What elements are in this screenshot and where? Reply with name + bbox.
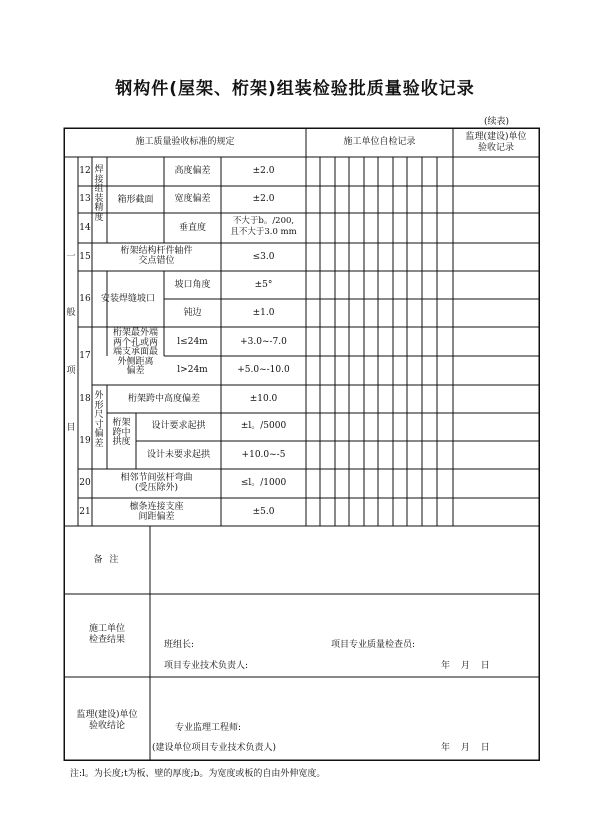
item-camber-label (107, 419, 136, 448)
group-shape-label (93, 392, 105, 449)
value-blunt-edge: ±1.0 (252, 308, 275, 318)
item-purlin-support: 间距偏差 (138, 512, 175, 522)
category-char: 一 (66, 252, 76, 262)
row-number: 12 (79, 166, 91, 176)
category-char: 般 (66, 308, 76, 318)
group-shape-text: 外形尺寸偏差 (94, 391, 104, 449)
row-number: 18 (79, 394, 91, 404)
item-axis-offset: 交点错位 (138, 256, 175, 266)
sub-blunt-edge: 钝边 (183, 308, 202, 318)
value-width: ±2.0 (252, 194, 275, 204)
item-end-distance: 偏差 (126, 366, 145, 376)
group-weld-label (93, 166, 105, 223)
row-number: 13 (79, 194, 91, 204)
sub-height: 高度偏差 (174, 166, 211, 176)
sub-camber-not-required: 设计未要求起拱 (146, 450, 210, 460)
row-number: 15 (79, 252, 91, 262)
row-number: 21 (79, 507, 91, 517)
page-title: 钢构件(屋架、桁架)组装检验批质量验收记录 (115, 79, 475, 99)
footnote: 注:l。为长度;t为板、壁的厚度;b。为宽度或板的自由外伸宽度。 (70, 769, 326, 779)
value-vertical: 不大于b。/200, (232, 216, 295, 226)
sub-width: 宽度偏差 (174, 194, 211, 204)
sub-vertical: 垂直度 (178, 223, 206, 233)
item-end-distance: 桁架最外端 (112, 328, 158, 338)
sub-camber-required: 设计要求起拱 (151, 421, 206, 431)
remarks-label: 备 注 (93, 555, 121, 565)
header-supervision-1: 监理(建设)单位 (465, 132, 527, 142)
value-height: ±2.0 (252, 166, 275, 176)
item-weld-groove: 安装焊缝坡口 (100, 294, 155, 304)
group-weld-text: 焊接组装精度 (94, 165, 104, 223)
item-camber-text: 桁架跨中拱度 (112, 418, 131, 447)
owner-tech-lead-field[interactable]: (建设单位项目专业技术负责人) (152, 743, 277, 753)
quality-inspector-field[interactable]: 项目专业质量检查员: (331, 640, 416, 650)
supervision-label: 监理(建设)单位 (76, 710, 138, 720)
item-chord-bend: (受压除外) (134, 483, 179, 493)
construction-label: 检查结果 (88, 635, 125, 645)
header-standard: 施工质量验收标准的规定 (135, 137, 235, 147)
item-end-distance: 两个孔或两 (112, 337, 158, 348)
row-number: 20 (79, 478, 91, 488)
item-chord-bend: 相邻节间弦杆弯曲 (120, 473, 193, 483)
header-self-check: 施工单位自检记录 (343, 137, 416, 147)
continued-label: (续表) (484, 117, 510, 127)
sub-span-small: l≤24m (177, 337, 208, 347)
value-axis-offset: ≤3.0 (252, 252, 275, 262)
category-char: 目 (66, 423, 76, 433)
item-end-distance: 外侧距离 (117, 356, 154, 367)
supervision-date[interactable]: 年 月 日 (441, 743, 490, 753)
value-groove-angle: ±5° (254, 280, 273, 290)
header-supervision-2: 验收记录 (477, 143, 514, 153)
supervision-label: 验收结论 (88, 721, 125, 731)
tech-lead-field[interactable]: 项目专业技术负责人: (164, 661, 249, 671)
value-camber-not-required: +10.0~-5 (241, 450, 286, 460)
sub-span-large: l>24m (177, 365, 208, 375)
row-number: 14 (79, 223, 91, 233)
row-number: 16 (79, 294, 91, 304)
item-purlin-support: 檩条连接支座 (129, 502, 184, 512)
item-box-section: 箱形截面 (117, 195, 154, 205)
item-end-distance: 端支承面最 (112, 347, 158, 357)
row-number: 19 (79, 436, 91, 446)
supervising-engineer-field[interactable]: 专业监理工程师: (175, 723, 242, 733)
item-axis-offset: 桁架结构杆件轴件 (120, 246, 193, 256)
value-span-small: +3.0~-7.0 (240, 337, 287, 347)
row-number: 17 (79, 351, 91, 361)
value-purlin-support: ±5.0 (252, 507, 275, 517)
value-camber-required: ±l。/5000 (240, 421, 287, 431)
construction-label: 施工单位 (88, 624, 125, 634)
value-vertical: 且不大于3.0 mm (230, 227, 297, 237)
value-span-large: +5.0~-10.0 (237, 365, 290, 375)
value-chord-bend: ≤l。/1000 (240, 478, 287, 488)
sub-groove-angle: 坡口角度 (174, 280, 211, 290)
item-midspan-height: 桁架跨中高度偏差 (127, 394, 200, 404)
value-midspan-height: ±10.0 (249, 394, 278, 404)
construction-date[interactable]: 年 月 日 (441, 661, 490, 671)
team-leader-field[interactable]: 班组长: (164, 640, 195, 650)
category-char: 项 (66, 366, 76, 376)
